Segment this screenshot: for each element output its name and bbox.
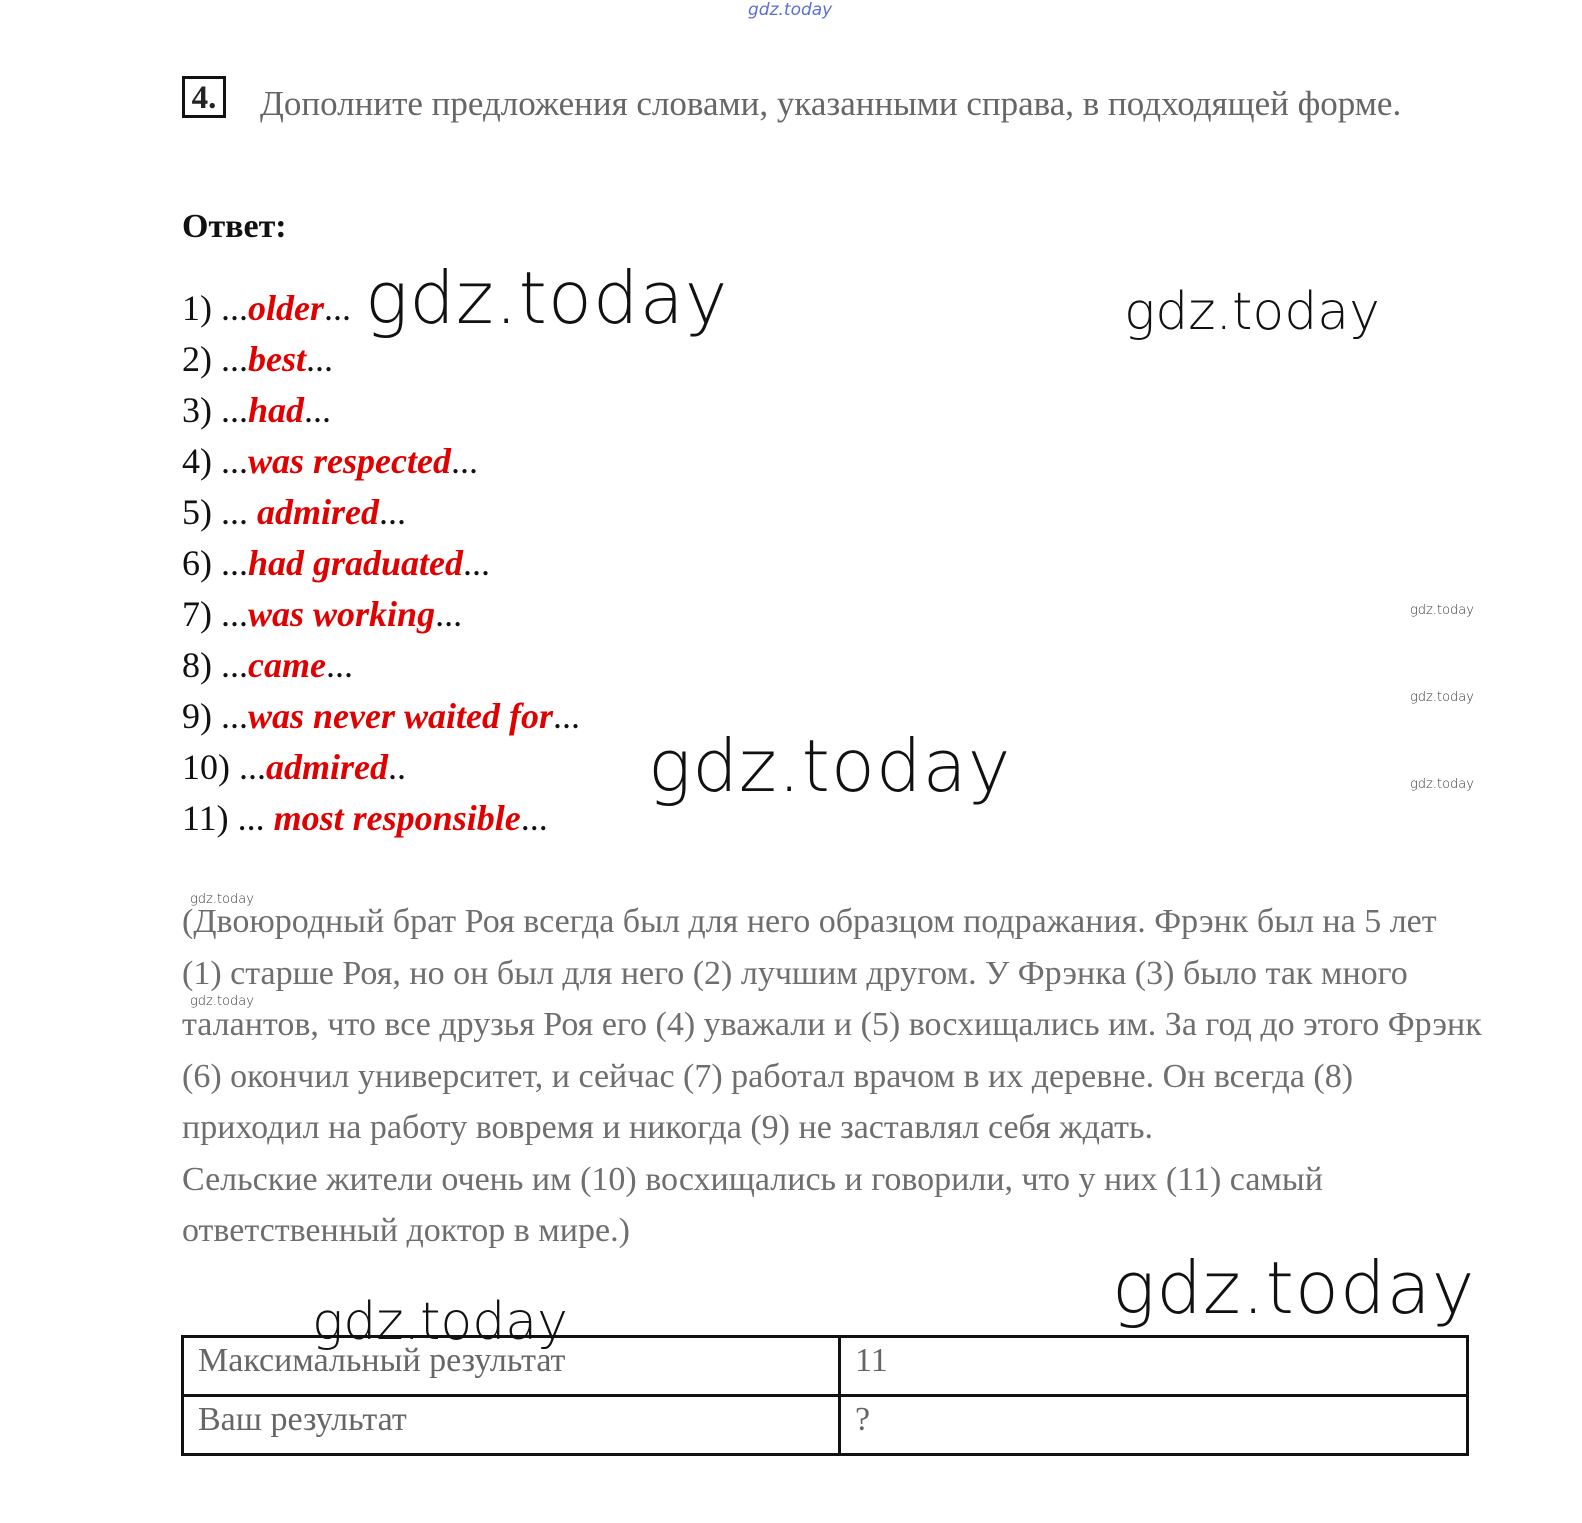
watermark-small-4: gdz.today: [190, 892, 254, 907]
answer-number: 3) ...: [182, 390, 248, 430]
answer-heading: Ответ:: [182, 208, 287, 245]
answer-item-2: [182, 334, 580, 385]
answer-word: was never waited for: [248, 696, 553, 736]
answer-number: 8) ...: [182, 645, 248, 685]
answer-list: [182, 283, 580, 844]
answer-number: 10) ...: [182, 747, 266, 787]
your-score-label: Ваш результат: [183, 1396, 840, 1455]
answer-tail: ..: [388, 747, 406, 787]
answer-number: 6) ...: [182, 543, 248, 583]
watermark-small-5: gdz.today: [190, 994, 254, 1009]
task-instruction: Дополните предложения словами, указанными справа, в подходящей форме.: [260, 84, 1402, 123]
answer-number: 1) ...: [182, 288, 248, 328]
answer-tail: ...: [435, 594, 463, 634]
answer-tail: ...: [304, 390, 332, 430]
answer-item-10: [182, 742, 580, 793]
answer-tail: ...: [325, 645, 353, 685]
answer-item-3: [182, 385, 580, 436]
answer-tail: ...: [306, 339, 333, 379]
answer-word: admired: [257, 492, 379, 532]
score-table: [181, 1335, 1469, 1456]
answer-item-4: [182, 436, 580, 487]
watermark-small-3: gdz.today: [1410, 777, 1474, 792]
answer-word: had: [248, 390, 305, 430]
answer-word: was working: [248, 594, 436, 634]
answer-item-8: [182, 640, 580, 691]
translation-paragraph-1: (Двоюродный брат Роя всегда был для него образцом подражания. Фрэнк был на 5 лет (1) старше Роя, но он был для него (2) лучшим другом. У Фрэнка (3) было так много талантов, что все друзья Роя его (4) уважали и (5) восхищались им. За год до этого Фрэнк (6) окончил университет, и сейчас (7) работал врачом в их деревне. Он всегда (8) приходил на работу вовремя и никогда (9) не заставлял себя ждать.: [182, 903, 1482, 1146]
answer-word: older: [248, 288, 324, 328]
watermark-small-2: gdz.today: [1410, 690, 1474, 705]
answer-item-9: [182, 691, 580, 742]
answer-number: 7) ...: [182, 594, 248, 634]
answer-tail: ...: [552, 696, 580, 736]
answer-word: admired: [266, 747, 388, 787]
answer-number: 9) ...: [182, 696, 248, 736]
translation-paragraph-2: Сельские жители очень им (10) восхищались и говорили, что у них (11) самый ответственный доктор в мире.): [182, 1160, 1323, 1249]
answer-word: was respected: [248, 441, 451, 481]
table-row: [183, 1396, 1468, 1455]
answer-item-11: [182, 793, 580, 844]
watermark-large-2: gdz.today: [648, 724, 1012, 808]
translation-text: [182, 896, 1482, 1257]
watermark-small-1: gdz.today: [1410, 603, 1474, 618]
answer-word: best: [248, 339, 306, 379]
max-score-label: Максимальный результат: [183, 1337, 840, 1396]
your-score-value: ?: [840, 1396, 1468, 1455]
answer-tail: ...: [450, 441, 478, 481]
answer-tail: ...: [520, 798, 548, 838]
watermark-medium-1: gdz.today: [1124, 282, 1380, 342]
answer-number: 11) ...: [182, 798, 274, 838]
answer-word: had graduated: [248, 543, 464, 583]
watermark-large-3: gdz.today: [1112, 1246, 1476, 1330]
answer-tail: ...: [463, 543, 491, 583]
answer-number: 5) ...: [182, 492, 257, 532]
watermark-large-1: gdz.today: [365, 256, 729, 340]
answer-item-7: [182, 589, 580, 640]
answer-tail: ...: [379, 492, 406, 532]
answer-item-6: [182, 538, 580, 589]
answer-number: 4) ...: [182, 441, 248, 481]
answer-item-5: [182, 487, 580, 538]
answer-word: came: [248, 645, 326, 685]
task-number-box: 4.: [182, 76, 226, 118]
answer-number: 2) ...: [182, 339, 248, 379]
watermark-top: gdz.today: [748, 0, 833, 20]
answer-word: most responsible: [273, 798, 521, 838]
watermark-medium-2: gdz.today: [312, 1292, 568, 1352]
answer-tail: ...: [324, 288, 351, 328]
max-score-value: 11: [840, 1337, 1468, 1396]
